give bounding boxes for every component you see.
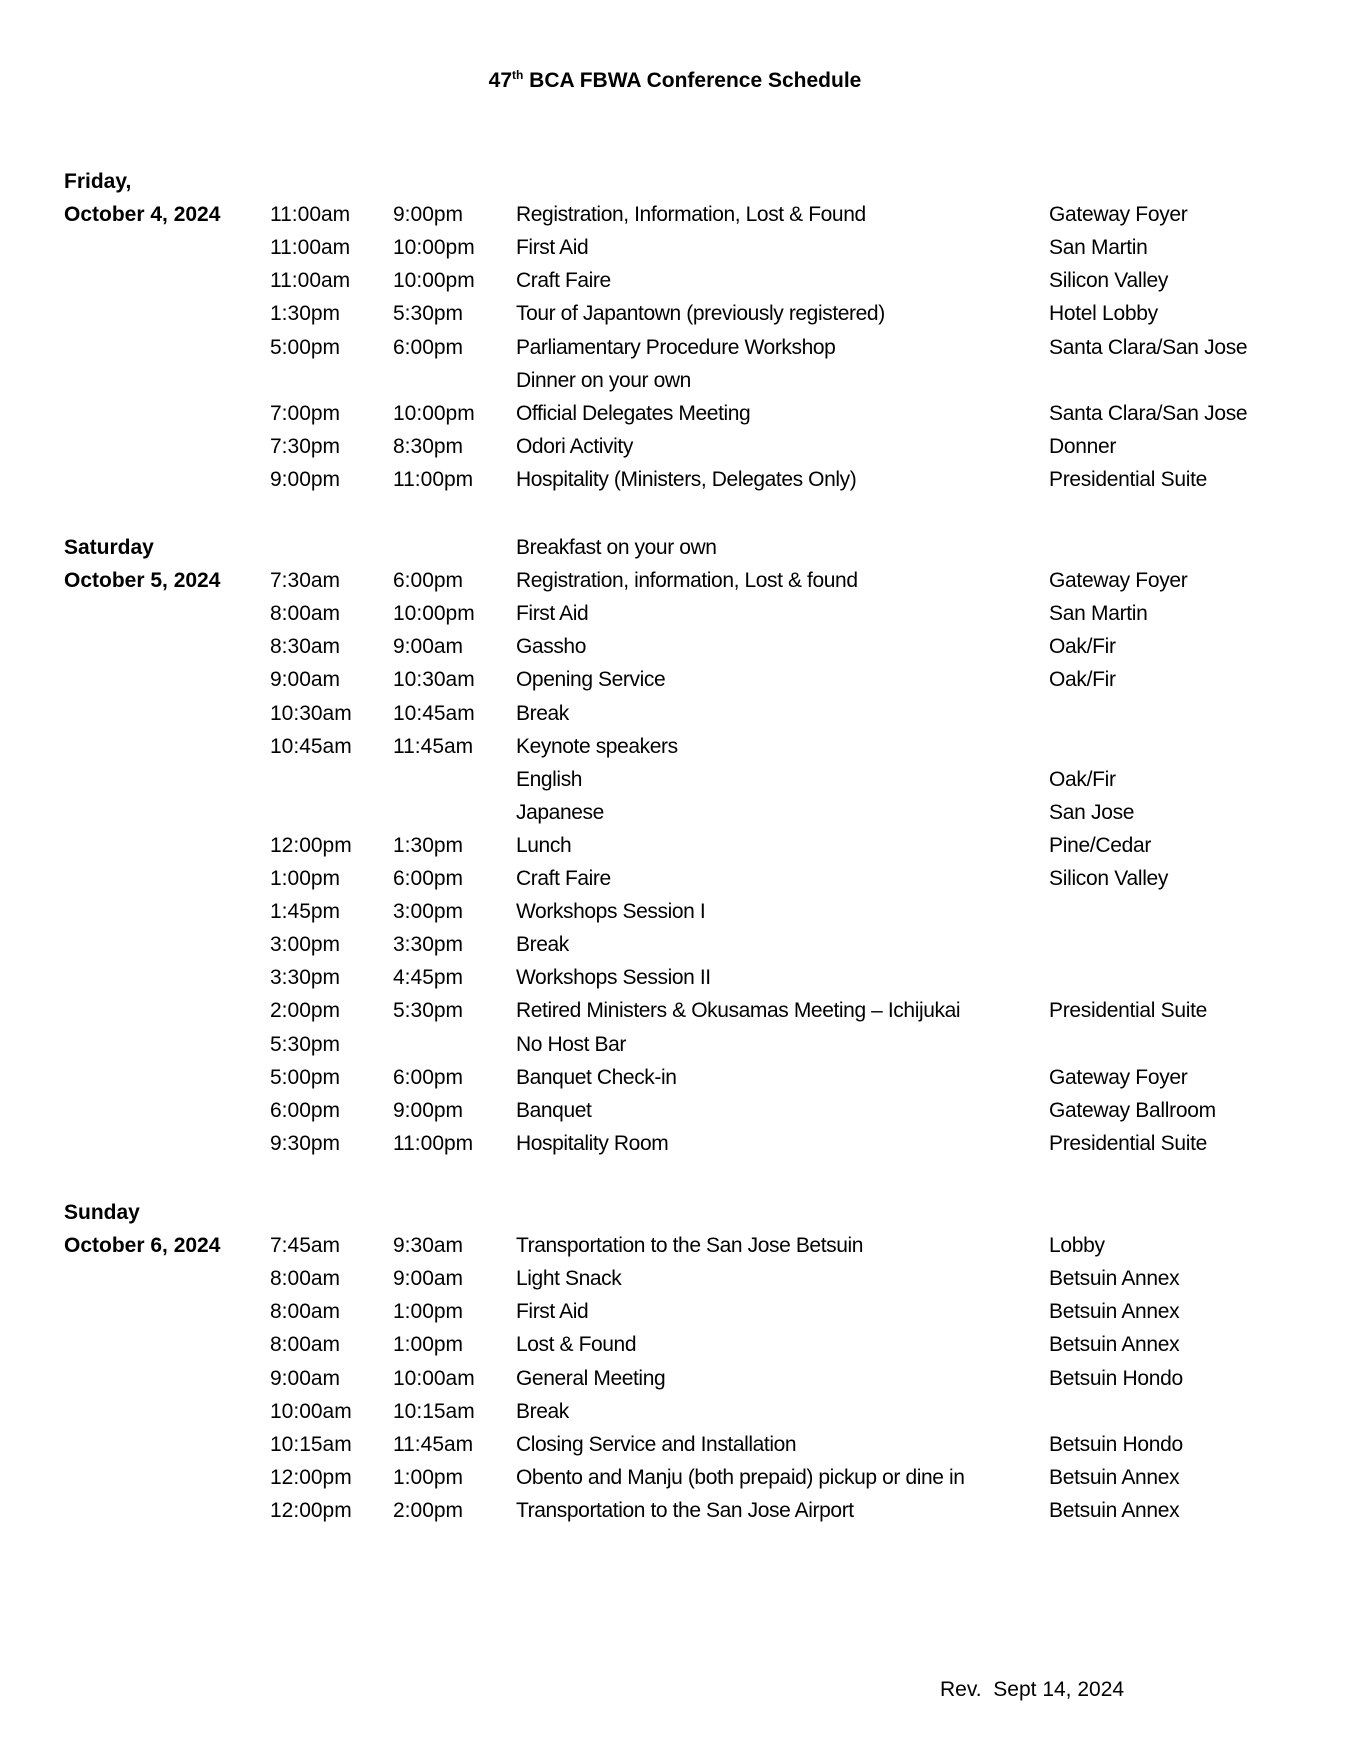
event-name: Workshops Session II xyxy=(516,966,711,990)
schedule-row xyxy=(0,1196,1350,1229)
start-time: 1:00pm xyxy=(270,867,341,890)
start-time: 3:00pm xyxy=(270,933,341,957)
end-time: 11:45am xyxy=(393,734,474,758)
start-time: 1:45pm xyxy=(270,900,341,924)
event-name: English xyxy=(516,767,583,791)
start-time: 8:30am xyxy=(270,635,341,659)
schedule-row xyxy=(0,331,1350,364)
start-time: 10:15am xyxy=(270,1432,352,1456)
start-time: 7:45am xyxy=(270,1234,341,1258)
event-name: Obento and Manju (both prepaid) pickup or dine in xyxy=(516,1465,965,1489)
end-time: 10:30am xyxy=(393,668,475,692)
event-location: San Martin xyxy=(1049,236,1148,260)
end-time: 4:45pm xyxy=(393,966,464,990)
start-time: 9:00pm xyxy=(270,467,341,491)
end-time: 8:30pm xyxy=(393,434,464,458)
event-location: San Jose xyxy=(1049,800,1135,824)
event-name: Dinner on your own xyxy=(516,368,691,392)
start-time: 8:00am xyxy=(270,1300,341,1324)
schedule-row xyxy=(0,1328,1350,1361)
end-time: 5:30pm xyxy=(393,302,464,326)
event-location: Betsuin Annex xyxy=(1049,1465,1180,1489)
event-name: General Meeting xyxy=(516,1366,666,1390)
end-time: 1:00pm xyxy=(393,1333,464,1357)
schedule-row xyxy=(0,1494,1350,1527)
event-name: Transportation to the San Jose Betsuin xyxy=(516,1234,864,1258)
start-time: 7:30pm xyxy=(270,434,341,458)
event-location: Gateway Foyer xyxy=(1049,203,1188,227)
schedule-row xyxy=(0,763,1350,796)
end-time: 5:30pm xyxy=(393,999,464,1023)
end-time: 3:30pm xyxy=(393,933,464,957)
start-time: 1:30pm xyxy=(270,302,341,326)
event-location: Betsuin Annex xyxy=(1049,1333,1180,1357)
end-time: 11:00pm xyxy=(393,467,474,491)
start-time: 10:45am xyxy=(270,734,352,758)
schedule-row xyxy=(0,1461,1350,1494)
end-time: 6:00pm xyxy=(393,335,464,359)
event-name: Retired Ministers & Okusamas Meeting – Ichijukai xyxy=(516,999,961,1023)
day-date: October 6, 2024 xyxy=(64,1234,221,1258)
start-time: 11:00am xyxy=(270,203,351,227)
end-time: 2:00pm xyxy=(393,1498,464,1522)
end-time: 6:00pm xyxy=(393,1065,464,1089)
event-location: Donner xyxy=(1049,434,1117,458)
schedule-row xyxy=(0,564,1350,597)
event-location: Oak/Fir xyxy=(1049,635,1116,659)
schedule-row xyxy=(0,297,1350,330)
end-time: 10:00pm xyxy=(393,269,475,293)
start-time: 9:00am xyxy=(270,668,341,692)
event-name: Tour of Japantown (previously registered) xyxy=(516,302,885,326)
event-name: Registration, Information, Lost & Found xyxy=(516,203,866,227)
end-time: 9:00am xyxy=(393,1267,464,1291)
schedule-row xyxy=(0,430,1350,463)
start-time: 8:00am xyxy=(270,1267,341,1291)
start-time: 12:00pm xyxy=(270,1498,352,1522)
schedule-row xyxy=(0,1362,1350,1395)
end-time: 11:45am xyxy=(393,1432,474,1456)
event-location: Oak/Fir xyxy=(1049,668,1116,692)
event-name: Opening Service xyxy=(516,668,666,692)
end-time: 11:00pm xyxy=(393,1131,474,1155)
event-name: Lunch xyxy=(516,833,572,857)
end-time: 10:15am xyxy=(393,1399,475,1423)
start-time: 10:30am xyxy=(270,701,352,725)
event-name: Hospitality (Ministers, Delegates Only) xyxy=(516,467,857,491)
start-time: 12:00pm xyxy=(270,1465,352,1489)
schedule-row xyxy=(0,397,1350,430)
schedule-row xyxy=(0,895,1350,928)
start-time: 2:00pm xyxy=(270,999,341,1023)
event-location: Betsuin Annex xyxy=(1049,1498,1180,1522)
event-location: San Martin xyxy=(1049,602,1148,626)
schedule-row xyxy=(0,1028,1350,1061)
event-location: Betsuin Annex xyxy=(1049,1267,1180,1291)
day-name: Saturday xyxy=(64,536,154,559)
schedule-row xyxy=(0,531,1350,564)
event-location: Santa Clara/San Jose xyxy=(1049,401,1248,425)
event-name: Transportation to the San Jose Airport xyxy=(516,1498,854,1522)
end-time: 9:00pm xyxy=(393,1098,464,1122)
start-time: 5:00pm xyxy=(270,335,341,359)
schedule-row xyxy=(0,697,1350,730)
schedule-row xyxy=(0,928,1350,961)
event-location: Betsuin Annex xyxy=(1049,1300,1180,1324)
event-name: Keynote speakers xyxy=(516,734,678,758)
schedule-row xyxy=(0,961,1350,994)
schedule-row xyxy=(0,165,1350,198)
start-time: 10:00am xyxy=(270,1399,352,1423)
schedule-row xyxy=(0,994,1350,1027)
event-location: Gateway Foyer xyxy=(1049,569,1188,593)
event-name: Lost & Found xyxy=(516,1333,637,1357)
start-time: 5:00pm xyxy=(270,1065,341,1089)
event-name: Workshops Session I xyxy=(516,900,706,924)
start-time: 11:00am xyxy=(270,236,351,260)
end-time: 10:00pm xyxy=(393,236,475,260)
schedule-row xyxy=(0,1061,1350,1094)
end-time: 10:45am xyxy=(393,701,475,725)
event-name: Parliamentary Procedure Workshop xyxy=(516,335,836,359)
end-time: 1:00pm xyxy=(393,1465,464,1489)
event-name: Registration, information, Lost & found xyxy=(516,569,858,593)
page-title xyxy=(0,68,1350,93)
event-location: Betsuin Hondo xyxy=(1049,1432,1183,1456)
title-text: BCA FBWA Conference Schedule xyxy=(523,69,862,92)
event-location: Silicon Valley xyxy=(1049,867,1169,890)
title-number: 47 xyxy=(488,69,513,92)
end-time: 6:00pm xyxy=(393,569,464,593)
end-time: 6:00pm xyxy=(393,867,464,890)
title-ordinal: th xyxy=(512,68,524,82)
day-date: October 4, 2024 xyxy=(64,203,221,227)
day-date: October 5, 2024 xyxy=(64,569,221,593)
end-time: 3:00pm xyxy=(393,900,464,924)
end-time: 10:00am xyxy=(393,1366,475,1390)
schedule-row xyxy=(0,198,1350,231)
event-location: Gateway Foyer xyxy=(1049,1065,1188,1089)
start-time: 5:30pm xyxy=(270,1032,341,1056)
end-time: 10:00pm xyxy=(393,602,475,626)
event-location: Pine/Cedar xyxy=(1049,833,1152,857)
schedule-row xyxy=(0,796,1350,829)
event-name: First Aid xyxy=(516,602,589,626)
schedule-row xyxy=(0,829,1350,862)
schedule-row xyxy=(0,1094,1350,1127)
event-name: Craft Faire xyxy=(516,269,611,293)
event-location: Gateway Ballroom xyxy=(1049,1098,1216,1122)
schedule-row xyxy=(0,364,1350,397)
event-name: Banquet xyxy=(516,1098,592,1122)
end-time: 10:00pm xyxy=(393,401,475,425)
event-location: Presidential Suite xyxy=(1049,1131,1208,1155)
event-name: Hospitality Room xyxy=(516,1131,669,1155)
event-name: No Host Bar xyxy=(516,1032,626,1056)
schedule-row xyxy=(0,1295,1350,1328)
event-name: Japanese xyxy=(516,800,604,824)
schedule-row xyxy=(0,862,1350,895)
start-time: 8:00am xyxy=(270,1333,341,1357)
start-time: 9:00am xyxy=(270,1366,341,1390)
end-time: 9:00am xyxy=(393,635,464,659)
event-name: Odori Activity xyxy=(516,434,633,458)
start-time: 11:00am xyxy=(270,269,351,293)
start-time: 9:30pm xyxy=(270,1131,341,1155)
schedule-row xyxy=(0,1395,1350,1428)
start-time: 3:30pm xyxy=(270,966,341,990)
end-time: 9:30am xyxy=(393,1234,464,1258)
schedule-row xyxy=(0,1428,1350,1461)
event-name: Breakfast on your own xyxy=(516,536,717,559)
event-location: Santa Clara/San Jose xyxy=(1049,335,1248,359)
event-name: Break xyxy=(516,1399,569,1423)
day-name: Friday, xyxy=(64,170,132,193)
event-name: Banquet Check-in xyxy=(516,1065,677,1089)
schedule-row xyxy=(0,630,1350,663)
event-location: Oak/Fir xyxy=(1049,767,1116,791)
schedule-row xyxy=(0,231,1350,264)
event-location: Silicon Valley xyxy=(1049,269,1169,293)
event-location: Presidential Suite xyxy=(1049,999,1208,1023)
event-name: Closing Service and Installation xyxy=(516,1432,797,1456)
schedule-row xyxy=(0,264,1350,297)
schedule-row xyxy=(0,463,1350,496)
event-name: Official Delegates Meeting xyxy=(516,401,751,425)
event-location: Betsuin Hondo xyxy=(1049,1366,1183,1390)
event-name: Break xyxy=(516,701,569,725)
day-name: Sunday xyxy=(64,1201,140,1224)
revision-date: Rev. Sept 14, 2024 xyxy=(940,1678,1125,1701)
event-name: Break xyxy=(516,933,569,957)
event-location: Hotel Lobby xyxy=(1049,302,1158,326)
event-name: First Aid xyxy=(516,236,589,260)
start-time: 6:00pm xyxy=(270,1098,341,1122)
event-name: First Aid xyxy=(516,1300,589,1324)
end-time: 1:00pm xyxy=(393,1300,464,1324)
event-name: Light Snack xyxy=(516,1267,622,1291)
event-location: Presidential Suite xyxy=(1049,467,1208,491)
event-name: Craft Faire xyxy=(516,867,611,890)
schedule-row xyxy=(0,1127,1350,1160)
schedule-row xyxy=(0,1229,1350,1262)
end-time: 1:30pm xyxy=(393,833,464,857)
schedule-row xyxy=(0,730,1350,763)
start-time: 7:30am xyxy=(270,569,341,593)
start-time: 8:00am xyxy=(270,602,341,626)
start-time: 7:00pm xyxy=(270,401,341,425)
schedule-row xyxy=(0,597,1350,630)
start-time: 12:00pm xyxy=(270,833,352,857)
schedule-row xyxy=(0,1262,1350,1295)
event-name: Gassho xyxy=(516,635,586,659)
event-location: Lobby xyxy=(1049,1234,1105,1258)
end-time: 9:00pm xyxy=(393,203,464,227)
schedule-row xyxy=(0,663,1350,696)
